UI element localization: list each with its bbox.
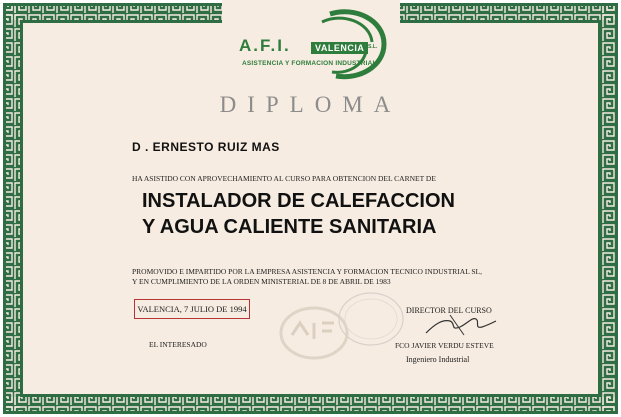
issue-date: VALENCIA, 7 JULIO DE 1994 xyxy=(137,304,247,314)
signatory-name: FCO JAVIER VERDU ESTEVE xyxy=(395,341,494,350)
promotion-text-line-1: PROMOVIDO E IMPARTIDO POR LA EMPRESA ASISTENCIA Y FORMACION TECNICO INDUSTRIAL SL, xyxy=(132,267,483,276)
logo-subtitle: ASISTENCIA Y FORMACION INDUSTRIAL xyxy=(242,60,377,67)
signatory-role: Ingeniero Industrial xyxy=(406,355,470,364)
course-title-line-1: INSTALADOR DE CALEFACCION xyxy=(142,190,455,212)
director-label: DIRECTOR DEL CURSO xyxy=(406,306,492,315)
date-box xyxy=(134,299,250,319)
course-title-line-2: Y AGUA CALIENTE SANITARIA xyxy=(142,216,437,238)
recipient-name: D . ERNESTO RUIZ MAS xyxy=(132,140,280,154)
logo-sl-text: S.L. xyxy=(368,44,378,50)
promotion-text-line-2: Y EN CUMPLIMIENTO DE LA ORDEN MINISTERIAL DE 8 DE ABRIL DE 1983 xyxy=(132,277,391,286)
intro-text: HA ASISTIDO CON APROVECHAMIENTO AL CURSO PARA OBTENCION DEL CARNET DE xyxy=(132,174,436,183)
logo-main-text: A.F.I. xyxy=(239,36,291,55)
interesado-label: EL INTERESADO xyxy=(149,340,207,349)
afi-logo xyxy=(226,8,396,82)
round-stamp xyxy=(336,290,406,348)
logo-valencia-text: VALENCIA xyxy=(311,42,368,54)
diploma-title: DIPLOMA xyxy=(219,92,402,117)
